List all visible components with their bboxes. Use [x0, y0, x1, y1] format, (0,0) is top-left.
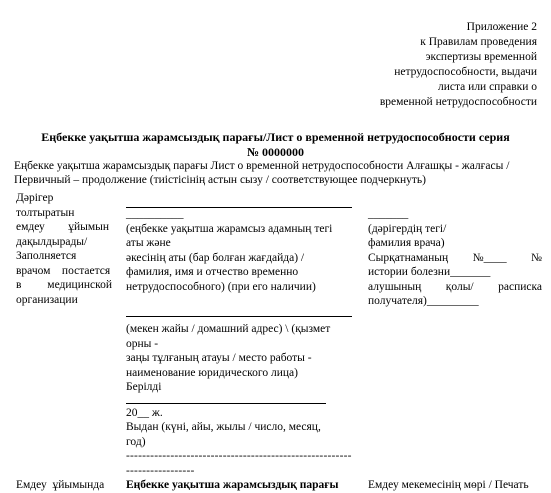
left-line: организации: [16, 293, 78, 306]
history-number: №____: [472, 251, 507, 264]
address-caption: наименование юридического лица): [126, 366, 298, 379]
name-blank: __________: [126, 208, 184, 220]
right-column: [368, 207, 542, 309]
address-caption: орны -: [126, 337, 159, 350]
fio-caption: фамилия, имя и отчество временно: [126, 266, 299, 278]
document-title: [18, 130, 533, 160]
address-caption: заңы тұлғаның атауы / место работы -: [126, 352, 312, 364]
bottom-right-text: Емдеу мекемесінің мөрі / Печать: [368, 479, 529, 491]
receipt-label: расписка: [498, 280, 542, 293]
address-caption: (мекен жайы / домашний адрес) \ (қызмет: [126, 323, 331, 335]
issued-label: Берілді: [126, 381, 162, 393]
appendix-line: временной нетрудоспособности: [379, 96, 537, 108]
left-line: врачом постается: [16, 264, 111, 277]
doctor-caption: фамилия врача): [368, 237, 445, 249]
fio-caption: әкесінің аты (бар болған жағдайда) /: [126, 251, 305, 264]
fio-caption: аты және: [126, 237, 171, 249]
recipient-caption: получателя)_________: [368, 295, 479, 307]
history-caption: истории болезни_______: [368, 266, 491, 278]
history-label: Сырқатнаманың: [368, 251, 449, 264]
recipient-label: алушының: [368, 280, 422, 293]
left-column: [16, 191, 113, 307]
left-line: Заполняется: [16, 250, 77, 262]
issued-fill-line: [126, 403, 326, 404]
title-line: Еңбекке уақытша жарамсыздық парағы/Лист о временной нетрудоспособности серия: [41, 130, 510, 144]
intro-paragraph: Еңбекке уақытша жарамсыздық парағы Лист о временной нетрудоспособности Алғашқы - жалғасы / Первичный – продолжение (тиістісінің астын сызу / соответствующее подчеркнуть): [14, 160, 510, 186]
bottom-left-text: Емдеу ұйымында: [16, 479, 105, 491]
doctor-blank: _______: [368, 208, 409, 220]
fio-caption: (еңбекке уақытша жарамсыз адамның тегі: [126, 222, 333, 235]
date-caption: Выдан (күні, айы, жылы / число, месяц,: [126, 421, 321, 433]
left-line: в медицинской: [16, 279, 113, 291]
left-line: дақылдырады/: [16, 235, 88, 248]
history-number-row: [368, 251, 542, 266]
issued-year: 20__ ж.: [126, 406, 163, 419]
left-line: Дәрігер: [16, 192, 54, 204]
left-line: емдеу ұйымын: [16, 221, 109, 233]
left-line: толтыратын: [16, 206, 75, 219]
signature-label: қолы/: [445, 280, 474, 293]
appendix-line: листа или справки о: [438, 81, 537, 93]
appendix-line: экспертизы временной: [425, 51, 537, 63]
fio-caption: нетрудоспособного) (при его наличии): [126, 280, 316, 293]
signature-row: [368, 280, 542, 295]
title-number: № 0000000: [246, 145, 305, 159]
appendix-header: [380, 20, 537, 110]
dashed-separator: -----------------: [126, 464, 195, 477]
middle-column: [126, 207, 352, 478]
history-number-sign: №: [531, 251, 542, 264]
date-caption: год): [126, 435, 146, 448]
address-fill-line: [126, 316, 352, 317]
appendix-line: к Правилам проведения: [420, 36, 537, 48]
bottom-middle-text: Еңбекке уақытша жарамсыздық парағы: [126, 479, 339, 491]
appendix-line: Приложение 2: [466, 21, 537, 33]
dashed-separator: --------------------------------------------------------: [126, 450, 352, 462]
appendix-line: нетрудоспособности, выдачи: [394, 66, 537, 78]
doctor-caption: (дәрігердің тегі/: [368, 222, 447, 235]
